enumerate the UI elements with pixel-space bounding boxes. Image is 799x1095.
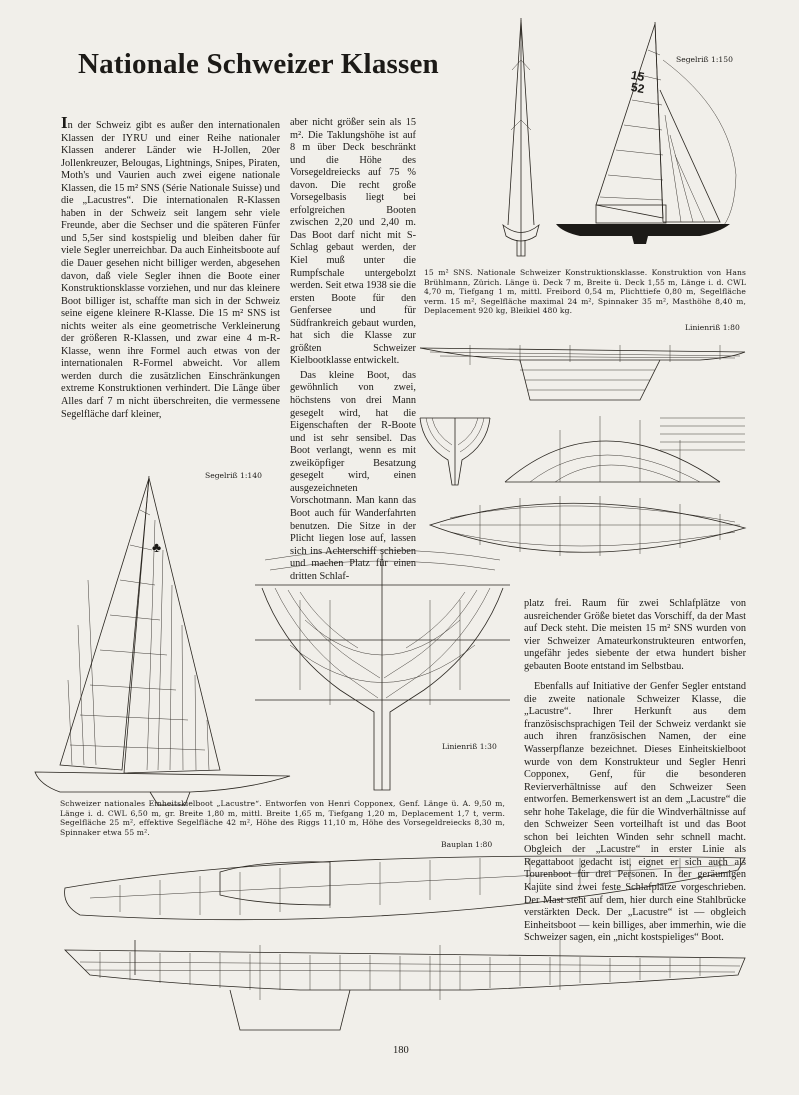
- sail-number-top: 15: [629, 67, 646, 85]
- lacustre-insignia-icon: ♣: [152, 541, 162, 556]
- article-paragraph: platz frei. Raum für zwei Schlafplätze von ausreichender Größe bietet das Vorschiff, da der Mast auf Deck steht. Die meisten 15 m² SNS wurden von vier Schweizer Amateurkonstrukteuren entworfen, ungefähr jedes siebente der etwa hundert bisher gebauten Boote entstand im Selbstbau.: [524, 598, 746, 672]
- label-segelriss-150: Segelriß 1:150: [676, 55, 733, 64]
- label-linienriss-80: Linienriß 1:80: [685, 323, 740, 332]
- label-segelriss-140: Segelriß 1:140: [205, 471, 262, 480]
- caption-lacustre: Schweizer nationales Einheitskielboot „Lacustre“. Entworfen von Henri Copponex, Genf. Länge ü. A. 9,50 m, Länge i. d. CWL 6,50 m, gr. Breite 1,80 m, mittl. Breite 1,65 m, Tiefgang 1,20 m, Deplacement 1,7 t, verm. Segelfläche 25 m², effektive Segelfläche 42 m², Höhe des Riggs 11,10 m, Höhe des Vorsegeldreiecks 8,30 m, Spinnaker etwa 55 m².: [60, 799, 505, 837]
- article-paragraph: In der Schweiz gibt es außer den internationalen Klassen der IYRU und einer Reihe nationaler Klassen anderer Länder wie H-Jollen, 20er Jollenkreuzer, Belougas, Lightnings, Snipes, Piraten, Moth's und Vaurien auch zwei eigene nationale Klassen, die 15 m² SNS (Série Nationale Suisse) und die „Lacustres“. Die internationalen R-Klassen haben in der Schweiz seit langem sehr viele Freunde, aber die Sechser und die späteren Fünfer und 5,5er sind kostspielig und bleiben daher für viele Segler unerreichbar. Da auch Einheitsboote auf die Dauer gesehen nicht billiger werden, abgesehen davon, daß viele Segler ihnen die Boote einer Konstruktionsklasse vorziehen, und nur das kleinere Boot billiger ist, schaffte man sich in der Schweiz seine eigene kleinere R-Klasse. Die 15 m² SNS ist nichts weiter als eine geometrische Verkleinerung der größeren R-Klassen, und zwar eine 4 m-R-Klasse, wenn ihre Formel auch etwas von der internationalen R-Formel abweicht. Vor allem werden durch die zusätzlichen Einschränkungen extreme Konstruktionen verhindert. Die Länge über Alles darf 7 m nicht überschreiten, die vermessene Segelfläche darf kleiner,: [61, 113, 280, 420]
- sail-number-bottom: 52: [629, 79, 646, 97]
- label-linienriss-30: Linienriß 1:30: [442, 742, 497, 751]
- page-title: Nationale Schweizer Klassen: [78, 48, 439, 80]
- article-paragraph: aber nicht größer sein als 15 m². Die Taklungshöhe ist auf 8 m über Deck beschränkt und die Höhe des Vorsegeldreiecks auf 75 % davon. Die recht große Vorsegelbasis liegt bei erfolgreichen Booten zwischen 2,20 und 2,40 m. Das Boot darf nicht mit S-Schlag gebaut werden, der Kiel muß unter die Rumpfschale untergebolzt werden. Seit etwa 1938 sie die ersten Boote für den Genfersee und für Südfrankreich gebaut wurden, hat sich die Klasse zur größten Schweizer Kielbootklasse entwickelt.: [290, 117, 416, 367]
- article-paragraph: Ebenfalls auf Initiative der Genfer Segler entstand die zweite nationale Schweizer Klasse, die „Lacustre“. Ihrer Herkunft aus dem französischsprachigen Teil der Schweiz verdankt sie auch ihren französischen Namen, der eine Wasserpflanze bezeichnet. Dieses Einheitskielboot wurde von dem Konstrukteur und Segler Henri Copponex, Genf, für die besonderen Revierverhältnisse auf den Schweizer Seen entworfen. Bemerkenswert ist an dem „Lacustre“ die sehr hohe Takelage, die für die Windverhältnisse auf den Schweizer Seen vorteilhaft ist und das Boot schon bei leichten Winden sehr schnell macht. Obgleich der „Lacustre“ in erster Linie als Regattaboot gedacht ist, eignet er sich auch als Tourenboot für drei Personen. In der geräumigen Kajüte sind zwei feste Schlafplätze vorgeschrieben. Der Mast steht auf dem, hier durch eine Stahlbrücke verstärkten Deck. Der „Lacustre“ ist — obgleich Einheitsboot — kein billiges, aber immerhin, wie die Schweizer sagen, ein „nicht kostspieliges“ Boot.: [524, 681, 746, 944]
- page-number: 180: [393, 1045, 409, 1056]
- caption-15m2-sns: 15 m² SNS. Nationale Schweizer Konstruktionsklasse. Konstruktion von Hans Brühlmann, Zürich. Länge ü. Deck 7 m, Breite ü. Deck 1,55 m, Länge i. d. CWL 4,70 m, Tiefgang 1 m, mittl. Freibord 0,54 m, Plichttiefe 0,80 m, Segelfläche verm. 15 m², Segelfläche maximal 24 m², Spinnaker 35 m², Masthöhe 8,40 m, Deplacement 920 kg, Bleikiel 480 kg.: [424, 268, 746, 316]
- article-paragraph: Das kleine Boot, das gewöhnlich von zwei, höchstens von drei Mann gesegelt wird, hat die Eigenschaften der R-Boote und ist sehr sensibel. Das Boot verlangt, wenn es mit zweiköpfiger Besatzung gesegelt wird, einen ausgezeichneten Vorschotmann. Man kann das Boot auch für Wanderfahrten benutzen. Die Sitze in der Plicht liegen lose auf, lassen sich ins Achterschiff schieben und machen Platz für einen dritten Schlaf-: [290, 369, 416, 582]
- label-bauplan-80: Bauplan 1:80: [441, 840, 493, 849]
